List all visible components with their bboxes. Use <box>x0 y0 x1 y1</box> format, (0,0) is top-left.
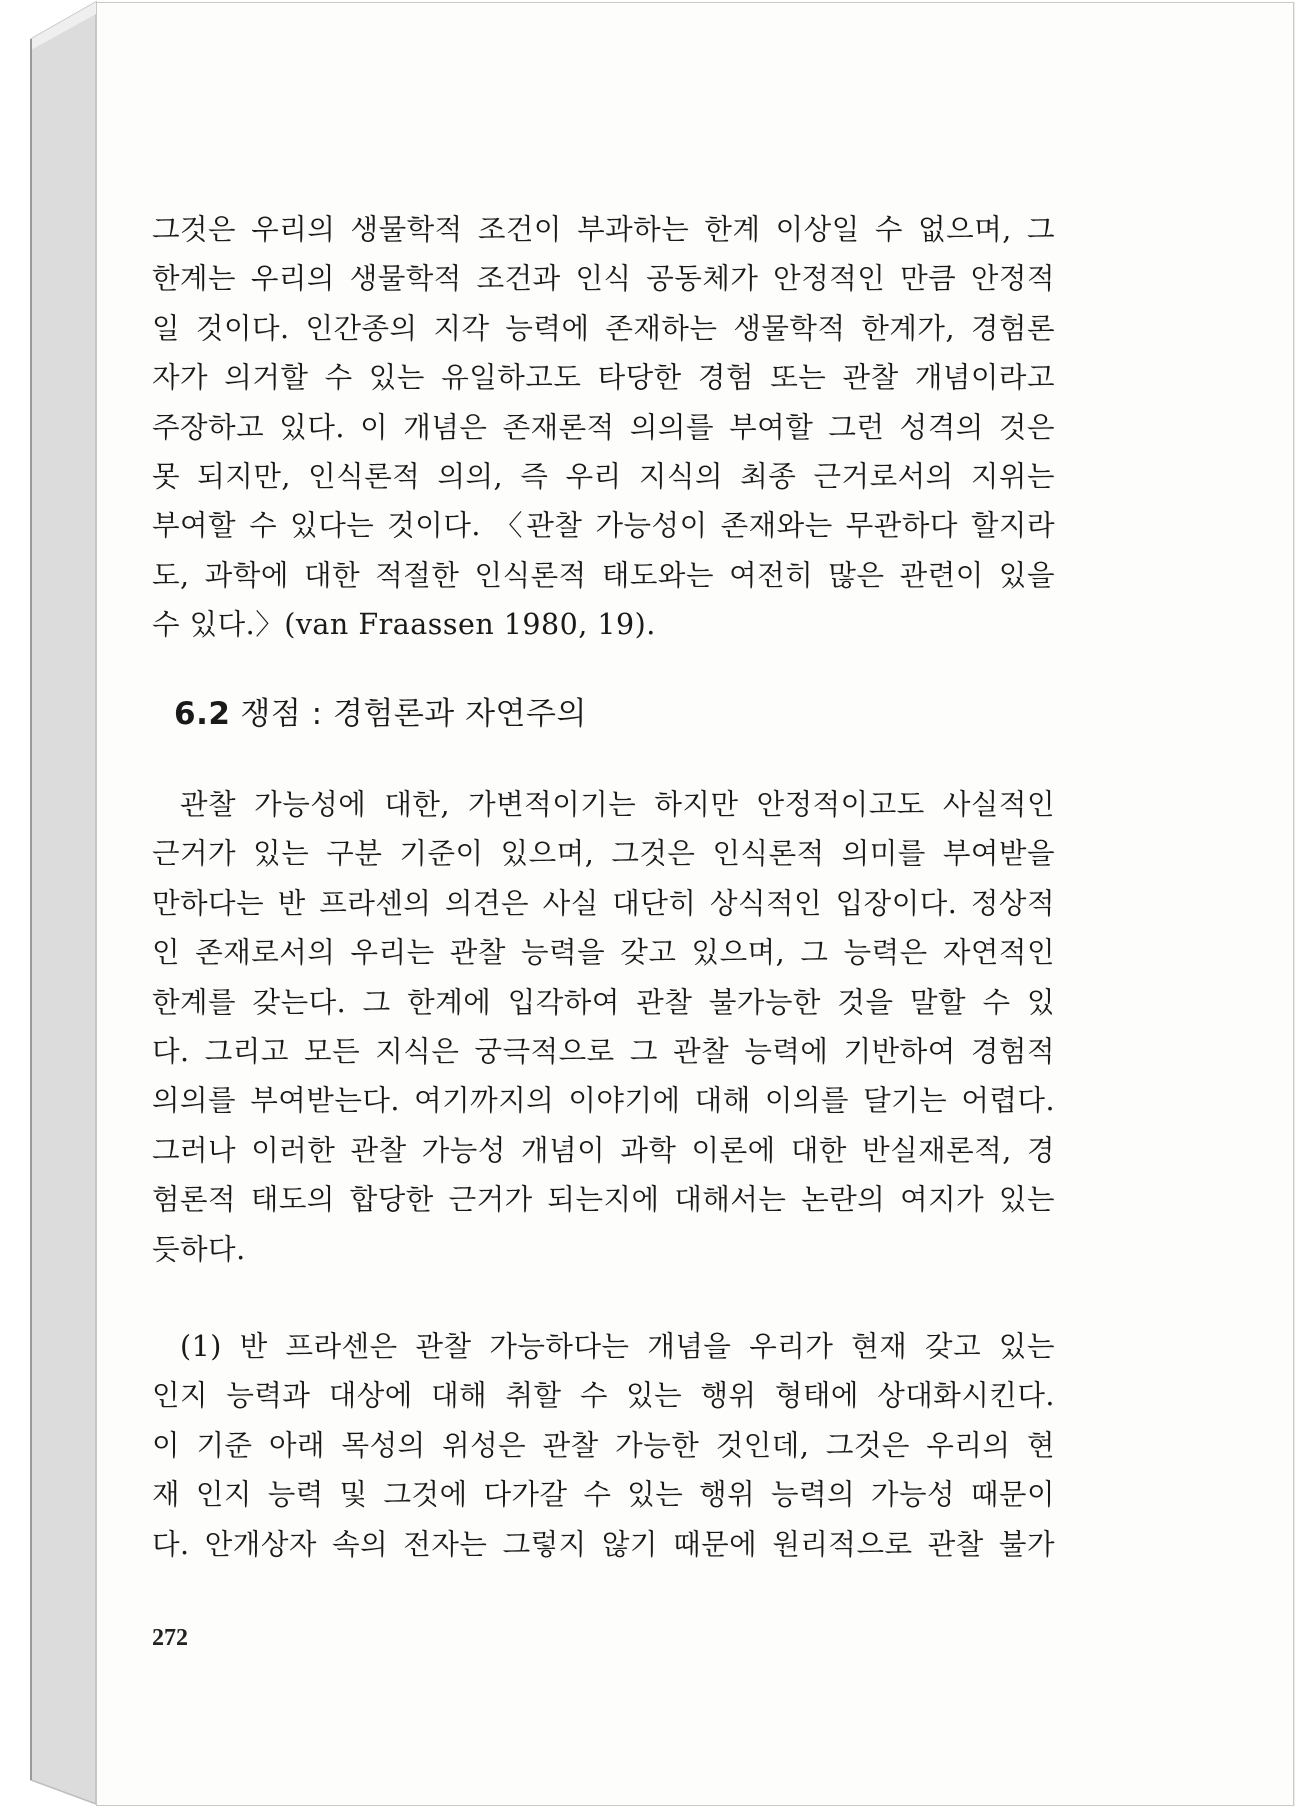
text-line: 그것은 우리의 생물학적 조건이 부과하는 한계 이상일 수 없으며, 그 <box>152 213 1055 246</box>
text-line: 이 기준 아래 목성의 위성은 관찰 가능한 것인데, 그것은 우리의 현 <box>152 1428 1055 1462</box>
text-line: 만하다는 반 프라센의 의견은 사실 대단히 상식적인 입장이다. 정상적 <box>152 886 1055 920</box>
text-line: 일 것이다. 인간종의 지각 능력에 존재하는 생물학적 한계가, 경험론 <box>152 311 1055 345</box>
text-line: 근거가 있는 구분 기준이 있으며, 그것은 인식론적 의미를 부여받을 <box>152 837 1055 871</box>
text-line: 한계는 우리의 생물학적 조건과 인식 공동체가 안정적인 만큼 안정적 <box>152 262 1055 296</box>
paragraph-intro <box>152 205 1055 650</box>
text-line: 수 있다.〉(van Fraassen 1980, 19). <box>152 608 656 642</box>
text-line: (1) 반 프라센은 관찰 가능하다는 개념을 우리가 현재 갖고 있는 <box>180 1330 1055 1363</box>
text-line: 주장하고 있다. 이 개념은 존재론적 의의를 부여할 그런 성격의 것은 <box>152 410 1055 444</box>
text-line: 그러나 이러한 관찰 가능성 개념이 과학 이론에 대한 반실재론적, 경 <box>152 1133 1055 1167</box>
text-line: 재 인지 능력 및 그것에 다가갈 수 있는 행위 능력의 가능성 때문이 <box>152 1478 1055 1512</box>
text-line: 관찰 가능성에 대한, 가변적이기는 하지만 안정적이고도 사실적인 <box>180 788 1055 821</box>
text-line: 인 존재로서의 우리는 관찰 능력을 갖고 있으며, 그 능력은 자연적인 <box>152 936 1055 970</box>
text-line: 못 되지만, 인식론적 의의, 즉 우리 지식의 최종 근거로서의 지위는 <box>152 459 1055 493</box>
section-number: 6.2 <box>174 696 231 732</box>
text-line: 부여할 수 있다는 것이다. 〈관찰 가능성이 존재와는 무관하다 할지라 <box>152 509 1055 543</box>
text-line: 한계를 갖는다. 그 한계에 입각하여 관찰 불가능한 것을 말할 수 있 <box>152 985 1055 1019</box>
text-line: 듯하다. <box>152 1232 246 1266</box>
paragraph-point-one <box>152 1322 1055 1569</box>
paragraph-observability <box>152 780 1055 1274</box>
page-number: 272 <box>152 1625 188 1651</box>
text-line: 다. 그리고 모든 지식은 궁극적으로 그 관찰 능력에 기반하여 경험적 <box>152 1034 1055 1068</box>
section-title: 쟁점 : 경험론과 자연주의 <box>240 696 587 732</box>
text-line: 험론적 태도의 합당한 근거가 되는지에 대해서는 논란의 여지가 있는 <box>152 1183 1055 1217</box>
text-line: 다. 안개상자 속의 전자는 그렇지 않기 때문에 원리적으로 관찰 불가 <box>152 1527 1055 1561</box>
text-line: 의의를 부여받는다. 여기까지의 이야기에 대해 이의를 달기는 어렵다. <box>152 1084 1055 1118</box>
text-line: 자가 의거할 수 있는 유일하고도 타당한 경험 또는 관찰 개념이라고 <box>152 361 1055 395</box>
section-heading <box>174 688 587 733</box>
text-line: 도, 과학에 대한 적절한 인식론적 태도와는 여전히 많은 관련이 있을 <box>152 558 1055 592</box>
text-line: 인지 능력과 대상에 대해 취할 수 있는 행위 형태에 상대화시킨다. <box>152 1379 1055 1413</box>
